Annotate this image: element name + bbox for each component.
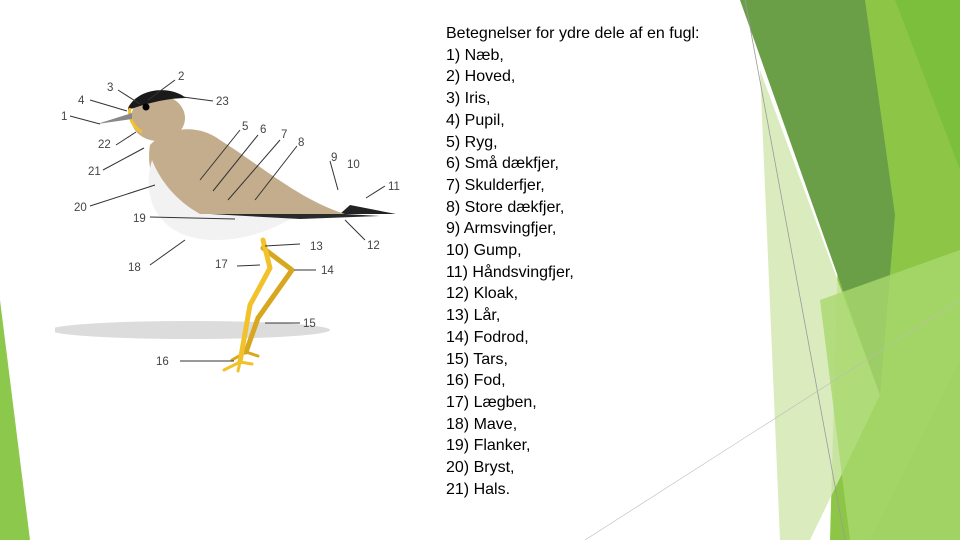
- label-12: 12: [367, 240, 380, 252]
- ground-shadow: [55, 321, 330, 339]
- label-18: 18: [128, 262, 141, 274]
- label-17: 17: [215, 259, 228, 271]
- label-2: 2: [178, 71, 185, 83]
- label-6: 6: [260, 124, 267, 136]
- label-14: 14: [321, 265, 334, 277]
- label-13: 13: [310, 241, 323, 253]
- list-item: 17) Lægben,: [446, 393, 537, 411]
- label-20: 20: [74, 202, 87, 214]
- label-7: 7: [281, 129, 288, 141]
- list-item: 18) Mave,: [446, 415, 518, 433]
- label-16: 16: [156, 356, 169, 368]
- list-item: 16) Fod,: [446, 372, 506, 390]
- list-item: 10) Gump,: [446, 242, 522, 260]
- label-22: 22: [98, 139, 111, 151]
- list-item: 19) Flanker,: [446, 437, 531, 455]
- list-item: 8) Store dækfjer,: [446, 198, 565, 216]
- beak: [97, 113, 132, 124]
- label-1: 1: [61, 111, 68, 123]
- label-10: 10: [347, 159, 360, 171]
- left-corner-shape: [0, 300, 30, 540]
- label-15: 15: [303, 318, 316, 330]
- label-3: 3: [107, 82, 114, 94]
- eye: [143, 104, 150, 111]
- label-5: 5: [242, 121, 249, 133]
- list-item: 1) Næb,: [446, 46, 504, 64]
- label-9: 9: [331, 152, 338, 164]
- list-heading: Betegnelser for ydre dele af en fugl:: [446, 25, 700, 42]
- list-item: 5) Ryg,: [446, 133, 498, 151]
- list-item: 13) Lår,: [446, 307, 501, 325]
- label-19: 19: [133, 213, 146, 225]
- label-4: 4: [78, 95, 85, 107]
- tail: [340, 205, 396, 214]
- label-21: 21: [88, 166, 101, 178]
- list-item: 9) Armsvingfjer,: [446, 220, 557, 238]
- list-item: 6) Små dækfjer,: [446, 155, 559, 173]
- label-11: 11: [388, 181, 400, 193]
- list-item: 21) Hals.: [446, 480, 511, 498]
- list-item: 2) Hoved,: [446, 68, 516, 86]
- label-8: 8: [298, 137, 305, 149]
- list-item: 14) Fodrod,: [446, 328, 529, 346]
- list-item: 15) Tars,: [446, 350, 508, 368]
- list-item: 3) Iris,: [446, 90, 491, 108]
- list-item: 4) Pupil,: [446, 111, 505, 129]
- list-item: 11) Håndsvingfjer,: [446, 263, 574, 281]
- list-item: 7) Skulderfjer,: [446, 176, 545, 194]
- list-item: 20) Bryst,: [446, 459, 515, 477]
- label-23: 23: [216, 96, 229, 108]
- body-text: [446, 23, 766, 500]
- list-item: 12) Kloak,: [446, 285, 519, 303]
- bird-diagram: [55, 60, 425, 380]
